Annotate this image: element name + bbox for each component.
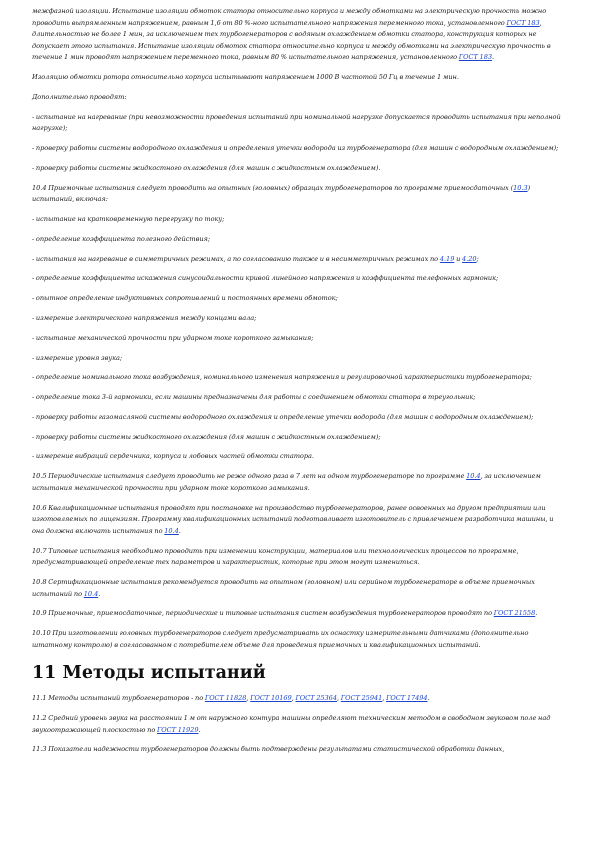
text-run: , за исключением испытания механической прочности при ударном токе короткого замыкания. <box>32 472 541 492</box>
paragraph <box>32 6 565 64</box>
paragraph <box>32 353 565 365</box>
text-run: 10.5 Периодические испытания следует проводить не реже одного раза в 7 лет на одном турбогенераторе по программе <box>32 472 467 481</box>
text-run: , <box>291 694 296 703</box>
text-run: , <box>246 694 251 703</box>
reference-link[interactable]: ГОСТ 21558 <box>493 609 536 618</box>
paragraph <box>32 333 565 345</box>
text-run: , <box>336 694 341 703</box>
paragraph <box>32 744 565 756</box>
text-run: - измерение уровня звука; <box>32 353 123 362</box>
paragraph <box>32 608 565 620</box>
text-run: . <box>198 725 201 734</box>
text-run: - определение номинального тока возбуждения, номинального изменения напряжения и регулировочной характеристики турбогенератора; <box>32 373 532 382</box>
paragraph <box>32 628 565 651</box>
paragraph <box>32 72 565 84</box>
text-run: 11 Методы испытаний <box>32 663 266 684</box>
paragraph <box>32 471 565 494</box>
text-run: 10.10 При изготовлении головных турбогенераторов следует предусматривать их оснастку измерительными датчиками (дополнительно штатному контролю) в согласованном с потребителем объеме для проведения приемочных и квалификационных испытаний. <box>32 629 529 649</box>
text-run: 10.4 Приемочные испытания следует проводить на опытных (головных) образцах турбогенераторов по программе приемосдаточных ( <box>32 183 514 192</box>
text-run: . <box>535 609 538 618</box>
text-run: межфазной изоляции. Испытание изоляции обмоток статора относительно корпуса и между обмотками на электрическую прочность можно проводить выпрямленным напряжением, равным 1,6 от 80 %-ного испытательного напряжения переменного тока, установленного <box>32 7 547 27</box>
text-run: - испытания на нагревание в симметричных режимах, а по согласованию также и в несимметричных режимах по <box>32 254 440 263</box>
reference-link[interactable]: 10.4 <box>164 526 179 535</box>
paragraph <box>32 112 565 135</box>
paragraph <box>32 183 565 206</box>
reference-link[interactable]: ГОСТ 183 <box>458 53 492 62</box>
text-run: Дополнительно проводят: <box>32 92 127 101</box>
reference-link[interactable]: ГОСТ 11929 <box>156 725 199 734</box>
paragraph <box>32 214 565 226</box>
reference-link[interactable]: 10.4 <box>466 472 481 481</box>
reference-link[interactable]: ГОСТ 10169 <box>250 694 292 703</box>
paragraph <box>32 693 565 705</box>
text-run: 10.8 Сертификационные испытания рекомендуется проводить на опытном (головном) или серийном турбогенераторе в объеме приемочных испытаний по <box>32 577 535 598</box>
text-run: ; <box>476 254 479 263</box>
text-run: 11.1 Методы испытаний турбогенераторов - по <box>32 694 205 703</box>
text-run: - проверку работы системы жидкостного охлаждения (для машин с жидкостным охлаждением). <box>32 163 381 172</box>
text-run: , длительностью не более 1 мин, за исключением тех турбогенераторов с водяным охлаждением обмотки статора, конструкция которых не допускает этого испытания. Испытание изоляции обмоток статора относительно корпуса и между обмотками на электрическую прочность в течение 1 мин проводят напряжением переменного тока, равным 80 % испытательного напряжения, установленного <box>32 18 551 62</box>
text-run: - определение коэффициента искажения синусоидальности кривой линейного напряжения и коэффициента телефонных гармоник; <box>32 274 499 283</box>
paragraph <box>32 451 565 463</box>
text-run: - испытание на кратковременную перегрузку по току; <box>32 215 225 224</box>
paragraph <box>32 412 565 424</box>
text-run: 11.2 Средний уровень звука на расстоянии 1 м от наружного контура машины определяют техническим методом в свободном звуковом поле над звукоотражающей плоскостью по <box>32 714 551 734</box>
text-run: ) испытаний, включая: <box>32 183 531 204</box>
reference-link[interactable]: 4.19 <box>439 254 455 263</box>
paragraph <box>32 254 565 266</box>
paragraph <box>32 503 565 538</box>
reference-link[interactable]: ГОСТ 25941 <box>340 694 383 703</box>
reference-link[interactable]: 4.20 <box>462 254 477 263</box>
text-run: , <box>382 694 387 703</box>
paragraph <box>32 432 565 444</box>
paragraph <box>32 92 565 104</box>
text-run: - определение тока 3-й гармоники, если машины предназначены для работы с соединением обмотки статора в треугольник; <box>32 393 476 402</box>
paragraph <box>32 392 565 404</box>
reference-link[interactable]: ГОСТ 25364 <box>295 694 337 703</box>
paragraph <box>32 273 565 285</box>
text-run: Изоляцию обмотки ротора относительно корпуса испытывают напряжением 1000 В частотой 50 Гц в течение 1 мин. <box>32 73 459 82</box>
paragraph <box>32 372 565 384</box>
text-run: - опытное определение индуктивных сопротивлений и постоянных времени обмоток; <box>32 294 338 303</box>
text-run: . <box>178 526 181 535</box>
reference-link[interactable]: ГОСТ 17494 <box>386 694 428 703</box>
paragraph <box>32 143 565 155</box>
text-run: 10.6 Квалификационные испытания проводят при постановке на производство турбогенераторов, ранее освоенных на другом предприятии или изготовляемых по лицензиям. Программу квалификационных испытаний подготавливает изготовитель с привлечением разработчика машины, и она должна включать испытания по <box>32 503 554 535</box>
reference-link[interactable]: ГОСТ 183 <box>506 18 540 27</box>
reference-link[interactable]: ГОСТ 11828 <box>204 694 247 703</box>
reference-link[interactable]: 10.4 <box>83 589 99 598</box>
text-run: - испытание механической прочности при ударном токе короткого замыкания; <box>32 333 314 342</box>
section-heading <box>32 663 565 683</box>
paragraph <box>32 293 565 305</box>
text-run: - проверку работы газомасляной системы водородного охлаждения и определение утечки водорода (для машин с водородным охлаждением); <box>32 412 534 421</box>
paragraph <box>32 577 565 600</box>
paragraph <box>32 234 565 246</box>
text-run: - измерение вибраций сердечника, корпуса и лобовых частей обмотки статора. <box>32 452 314 461</box>
text-run: и <box>454 254 463 263</box>
text-run: - проверку работы системы жидкостного охлаждения (для машин с жидкостным охлаждением); <box>32 432 381 441</box>
text-run: - измерение электрического напряжения между концами вала; <box>32 313 257 322</box>
text-run: - испытание на нагревание (при невозможности проведения испытаний при номинальной нагрузке допускается проводить испытания при неполной нагрузке); <box>32 112 561 133</box>
text-run: 11.3 Показатели надежности турбогенераторов должны быть подтверждены результатами статистической обработки данных, <box>32 745 505 754</box>
paragraph <box>32 713 565 736</box>
paragraph <box>32 163 565 175</box>
text-run: . <box>427 694 430 703</box>
paragraph <box>32 546 565 569</box>
text-run: . <box>492 53 495 62</box>
text-run: - определение коэффициента полезного действия; <box>32 234 211 243</box>
text-run: 10.7 Типовые испытания необходимо проводить при изменении конструкции, материалов или технологических процессов по программе, предусматривающей определение тех параметров и характеристик, которые при этом могут измениться. <box>32 546 519 567</box>
reference-link[interactable]: 10.3 <box>513 183 528 192</box>
text-run: 10.9 Приемочные, приемосдаточные, периодические и типовые испытания систем возбуждения турбогенераторов проводят по <box>32 609 494 618</box>
text-run: . <box>98 589 101 598</box>
paragraph <box>32 313 565 325</box>
text-run: - проверку работы системы водородного охлаждения и определения утечки водорода из турбогенератора (для машин с водородным охлаждением); <box>32 144 559 153</box>
